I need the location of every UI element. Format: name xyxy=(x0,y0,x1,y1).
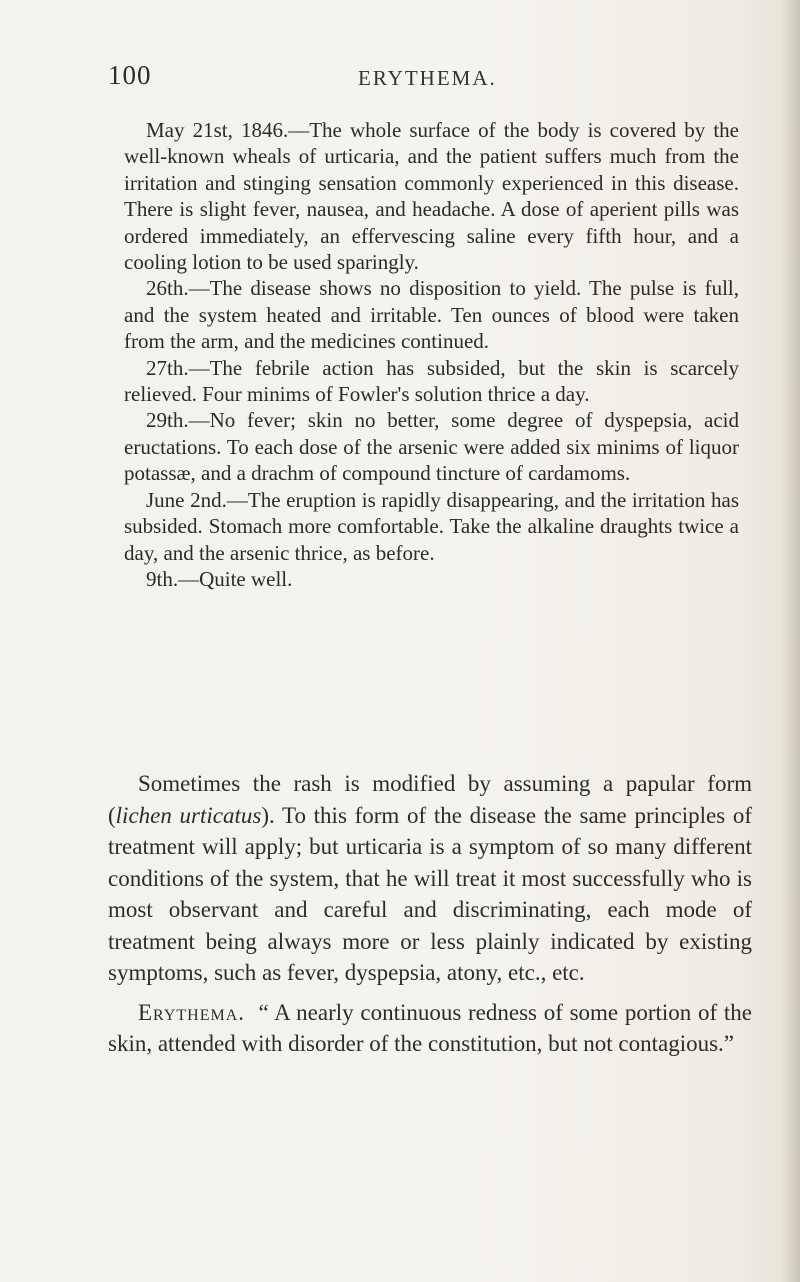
case-note-29th: 29th.—No fever; skin no better, some degree of dyspepsia, acid eructations. To each dose of the arsenic were added six minims of liquor potassæ, and a drachm of compound tincture of cardamoms. xyxy=(124,408,739,486)
page-edge-shadow xyxy=(782,0,800,1282)
case-note-may-21: May 21st, 1846.—The whole surface of the body is covered by the well-known wheals of urticaria, and the patient suffers much from the irritation and stinging sensation commonly experienced in this disease. There is slight fever, nausea, and headache. A dose of aperient pills was ordered immediately, an effervescing saline every fifth hour, and a cooling lotion to be used sparingly. xyxy=(124,118,739,275)
erythema-term: Erythema. xyxy=(138,999,246,1025)
case-note-27th: 27th.—The febrile action has subsided, but the skin is scarcely relieved. Four minims of Fowler's solution thrice a day. xyxy=(124,355,739,407)
page-number: 100 xyxy=(108,60,152,90)
main-text xyxy=(108,768,752,1068)
running-head: ERYTHEMA. xyxy=(358,66,497,90)
paragraph-lichen-urticatus xyxy=(108,768,752,989)
case-notes xyxy=(124,117,739,592)
paragraph-erythema-definition xyxy=(108,997,752,1060)
paragraph-1-italic-term: lichen urticatus xyxy=(115,802,262,828)
case-note-26th: 26th.—The disease shows no disposition to yield. The pulse is full, and the system heated and irritable. Ten ounces of blood were taken from the arm, and the medicines continued. xyxy=(124,276,739,354)
paragraph-1-after: ). To this form of the disease the same principles of treatment will apply; but urticaria is a symptom of so many different conditions of the system, that he will treat it most successfully who is most observant and careful and discriminating, each mode of treatment being always more or less plainly indicated by existing symptoms, such as fever, dyspepsia, atony, etc., etc. xyxy=(108,802,752,985)
erythema-definition: “ A nearly continuous redness of some portion of the skin, attended with disorder of the constitution, but not contagious.” xyxy=(108,999,752,1056)
paragraph-1-before: Sometimes the rash is modified by assuming a papular form ( xyxy=(108,771,752,828)
page-header xyxy=(108,60,748,100)
case-note-june-2nd: June 2nd.—The eruption is rapidly disappearing, and the irritation has subsided. Stomach more comfortable. Take the alkaline draughts twice a day, and the arsenic thrice, as before. xyxy=(124,487,739,565)
case-note-9th: 9th.—Quite well. xyxy=(146,566,293,591)
